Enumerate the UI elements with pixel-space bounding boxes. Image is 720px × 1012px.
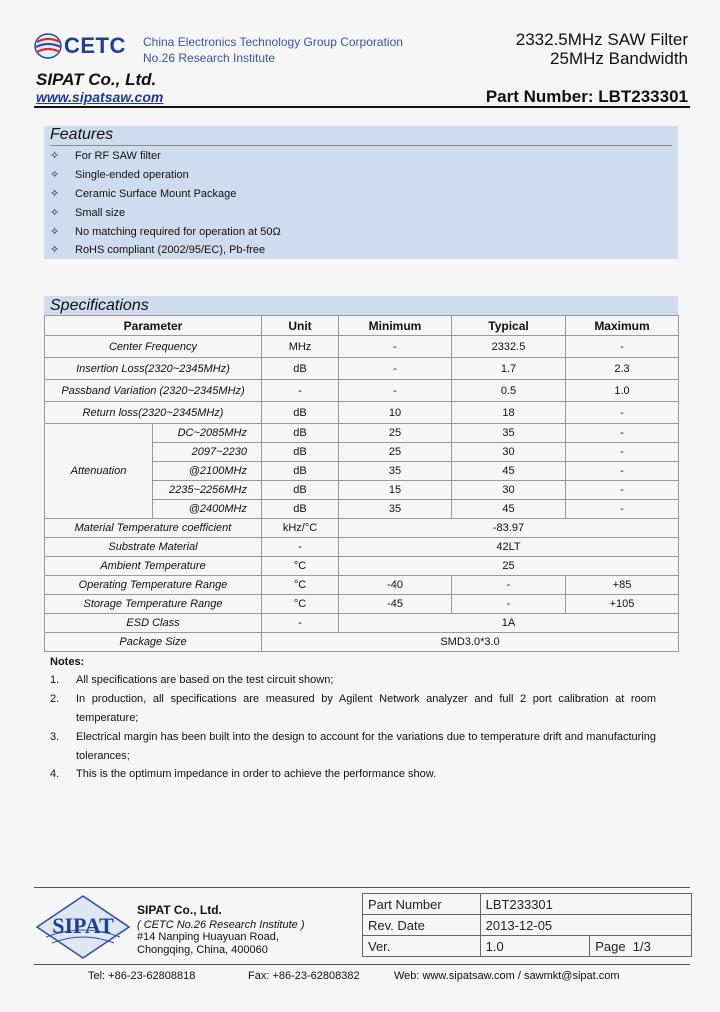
- diamond-bullet-icon: ✧: [50, 150, 60, 162]
- specifications-table: [44, 315, 679, 652]
- footer-address: #14 Nanping Huayuan Road,: [137, 931, 279, 943]
- table-row: @2100MHz dB 35 45 -: [45, 462, 679, 481]
- header-minimum: Minimum: [339, 316, 452, 336]
- header-typical: Typical: [452, 316, 566, 336]
- table-row: Return loss(2320~2345MHz) dB 10 18 -: [45, 402, 679, 424]
- table-header-row: [45, 316, 679, 336]
- note-text: In production, all specifications are measured by Agilent Network analyzer and full 2 port calibration at room temperature;: [76, 693, 656, 724]
- sipat-logo: [34, 893, 132, 961]
- table-row: Material Temperature coefficient kHz/°C -83.97: [45, 519, 679, 538]
- specifications-title: Specifications: [50, 297, 149, 314]
- header-parameter: Parameter: [45, 316, 262, 336]
- table-row: 2097~2230 dB 25 30 -: [45, 443, 679, 462]
- cetc-globe-icon: [35, 34, 61, 58]
- header-divider: [34, 106, 690, 108]
- diamond-bullet-icon: ✧: [50, 244, 60, 256]
- feature-item: ✧ For RF SAW filter: [50, 150, 161, 162]
- footer-fax: Fax: +86-23-62808382: [248, 970, 360, 982]
- features-divider: [50, 145, 672, 146]
- attenuation-label: Attenuation: [45, 424, 153, 519]
- website-link[interactable]: www.sipatsaw.com: [36, 89, 164, 105]
- note-text: This is the optimum impedance in order to achieve the performance show.: [76, 768, 437, 780]
- table-row: Attenuation DC~2085MHz dB 25 35 -: [45, 424, 679, 443]
- features-title: Features: [50, 126, 114, 143]
- table-row: 2235~2256MHz dB 15 30 -: [45, 481, 679, 500]
- table-row: @2400MHz dB 35 45 -: [45, 500, 679, 519]
- note-text: Electrical margin has been built into the design to account for the variations due to temperature drift and manufacturing tolerances;: [76, 731, 656, 762]
- diamond-bullet-icon: ✧: [50, 169, 60, 181]
- note-text: All specifications are based on the test circuit shown;: [76, 674, 334, 686]
- table-row: Ambient Temperature °C 25: [45, 557, 679, 576]
- note-number: 3.: [50, 731, 60, 743]
- institute-name: No.26 Research Institute: [143, 51, 276, 65]
- table-row: Storage Temperature Range °C -45 - +105: [45, 595, 679, 614]
- cetc-logo-text: CETC: [64, 33, 126, 58]
- table-row: Package Size SMD3.0*3.0: [45, 633, 679, 652]
- footer-web-email[interactable]: Web: www.sipatsaw.com / sawmkt@sipat.com: [394, 970, 620, 982]
- table-row: Substrate Material - 42LT: [45, 538, 679, 557]
- product-title: 2332.5MHz SAW Filter: [515, 30, 688, 49]
- brand-name: SIPAT Co., Ltd.: [36, 70, 157, 89]
- footer-institute: ( CETC No.26 Research Institute ): [137, 919, 305, 931]
- diamond-bullet-icon: ✧: [50, 207, 60, 219]
- footer-tel: Tel: +86-23-62808818: [88, 970, 196, 982]
- product-bandwidth: 25MHz Bandwidth: [550, 49, 688, 68]
- note-number: 2.: [50, 693, 60, 705]
- footer-divider-bottom: [34, 964, 690, 965]
- feature-item: ✧ RoHS compliant (2002/95/EC), Pb-free: [50, 244, 266, 256]
- feature-item: ✧ Single-ended operation: [50, 169, 189, 181]
- footer-city: Chongqing, China, 400060: [137, 944, 268, 956]
- page-label: Page: [595, 938, 626, 954]
- notes-title: Notes:: [50, 656, 85, 668]
- diamond-bullet-icon: ✧: [50, 226, 60, 238]
- table-row: Passband Variation (2320~2345MHz) - - 0.5 1.0: [45, 380, 679, 402]
- footer-company: SIPAT Co., Ltd.: [137, 903, 222, 917]
- sipat-logo-text: SIPAT: [52, 913, 114, 938]
- table-row: Rev. Date 2013-12-05: [363, 915, 692, 936]
- page-value: 1/3: [632, 938, 651, 954]
- feature-item: ✧ Small size: [50, 207, 126, 219]
- header-unit: Unit: [262, 316, 339, 336]
- header-maximum: Maximum: [566, 316, 679, 336]
- table-row: Part Number LBT233301: [363, 894, 692, 915]
- diamond-bullet-icon: ✧: [50, 188, 60, 200]
- footer-info-table: [362, 893, 692, 957]
- table-row: Operating Temperature Range °C -40 - +85: [45, 576, 679, 595]
- part-number: Part Number: LBT233301: [485, 87, 688, 106]
- table-row: ESD Class - 1A: [45, 614, 679, 633]
- note-number: 1.: [50, 674, 60, 686]
- table-row: Ver. 1.0 Page 1/3: [363, 936, 692, 957]
- feature-item: ✧ No matching required for operation at 50Ω: [50, 226, 281, 238]
- footer-divider: [34, 887, 690, 888]
- table-row: Center Frequency MHz - 2332.5 -: [45, 336, 679, 358]
- feature-item: ✧ Ceramic Surface Mount Package: [50, 188, 237, 200]
- company-name: China Electronics Technology Group Corporation: [143, 35, 403, 49]
- note-number: 4.: [50, 768, 60, 780]
- table-row: Insertion Loss(2320~2345MHz) dB - 1.7 2.3: [45, 358, 679, 380]
